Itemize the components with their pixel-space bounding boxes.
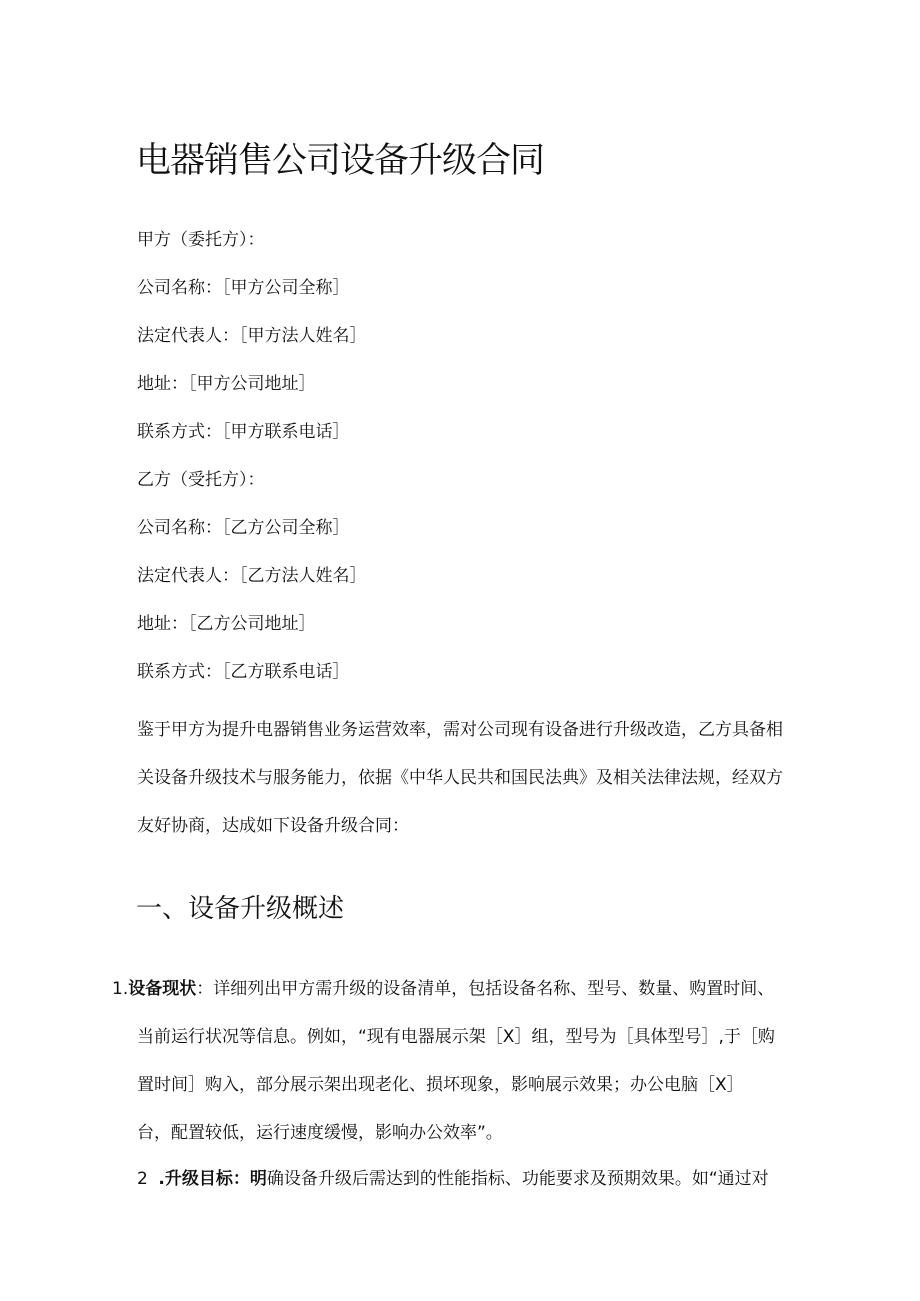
document-title: 电器销售公司设备升级合同 <box>136 141 545 181</box>
party-a-contact: 联系方式：［甲方联系电话］ <box>137 422 350 442</box>
party-b-contact: 联系方式：［乙方联系电话］ <box>137 662 350 682</box>
item-number: 1. <box>112 979 129 999</box>
item-number: 2 <box>137 1169 148 1189</box>
party-a-heading: 甲方（委托方）： <box>137 230 265 250</box>
party-a-representative: 法定代表人：［甲方法人姓名］ <box>137 326 367 346</box>
item-label: 设备现状 <box>128 979 197 999</box>
list-item-device-status <box>112 965 777 1157</box>
party-a-company: 公司名称：［甲方公司全称］ <box>137 278 350 298</box>
section-heading: 一、设备升级概述 <box>136 894 345 924</box>
item-text: 确设备升级后需达到的性能指标、功能要求及预期效果。如“通过对 <box>266 1169 769 1189</box>
list-item-upgrade-goal <box>137 1155 787 1203</box>
party-b-company: 公司名称：［乙方公司全称］ <box>137 518 350 538</box>
party-b-heading: 乙方（受托方）： <box>137 470 265 490</box>
item-label: .升级目标：明 <box>158 1169 267 1189</box>
preamble-paragraph: 鉴于甲方为提升电器销售业务运营效率，需对公司现有设备进行升级改造，乙方具备相关设备升级技术与服务能力，依据《中华人民共和国民法典》及相关法律法规，经双方友好协商，达成如下设备升级合同： <box>137 720 783 836</box>
party-b-address: 地址：［乙方公司地址］ <box>137 614 316 634</box>
item-text: ：详细列出甲方需升级的设备清单，包括设备名称、型号、数量、购置时间、当前运行状况等信息。例如，“现有电器展示架［X］组，型号为［具体型号］,于［购置时间］购入，部分展示架出现老化、损坏现象，影响展示效果；办公电脑［X］台，配置较低，运行速度缓慢，影响办公效率”。 <box>137 979 775 1143</box>
party-a-address: 地址：［甲方公司地址］ <box>137 374 316 394</box>
party-b-representative: 法定代表人：［乙方法人姓名］ <box>137 566 367 586</box>
